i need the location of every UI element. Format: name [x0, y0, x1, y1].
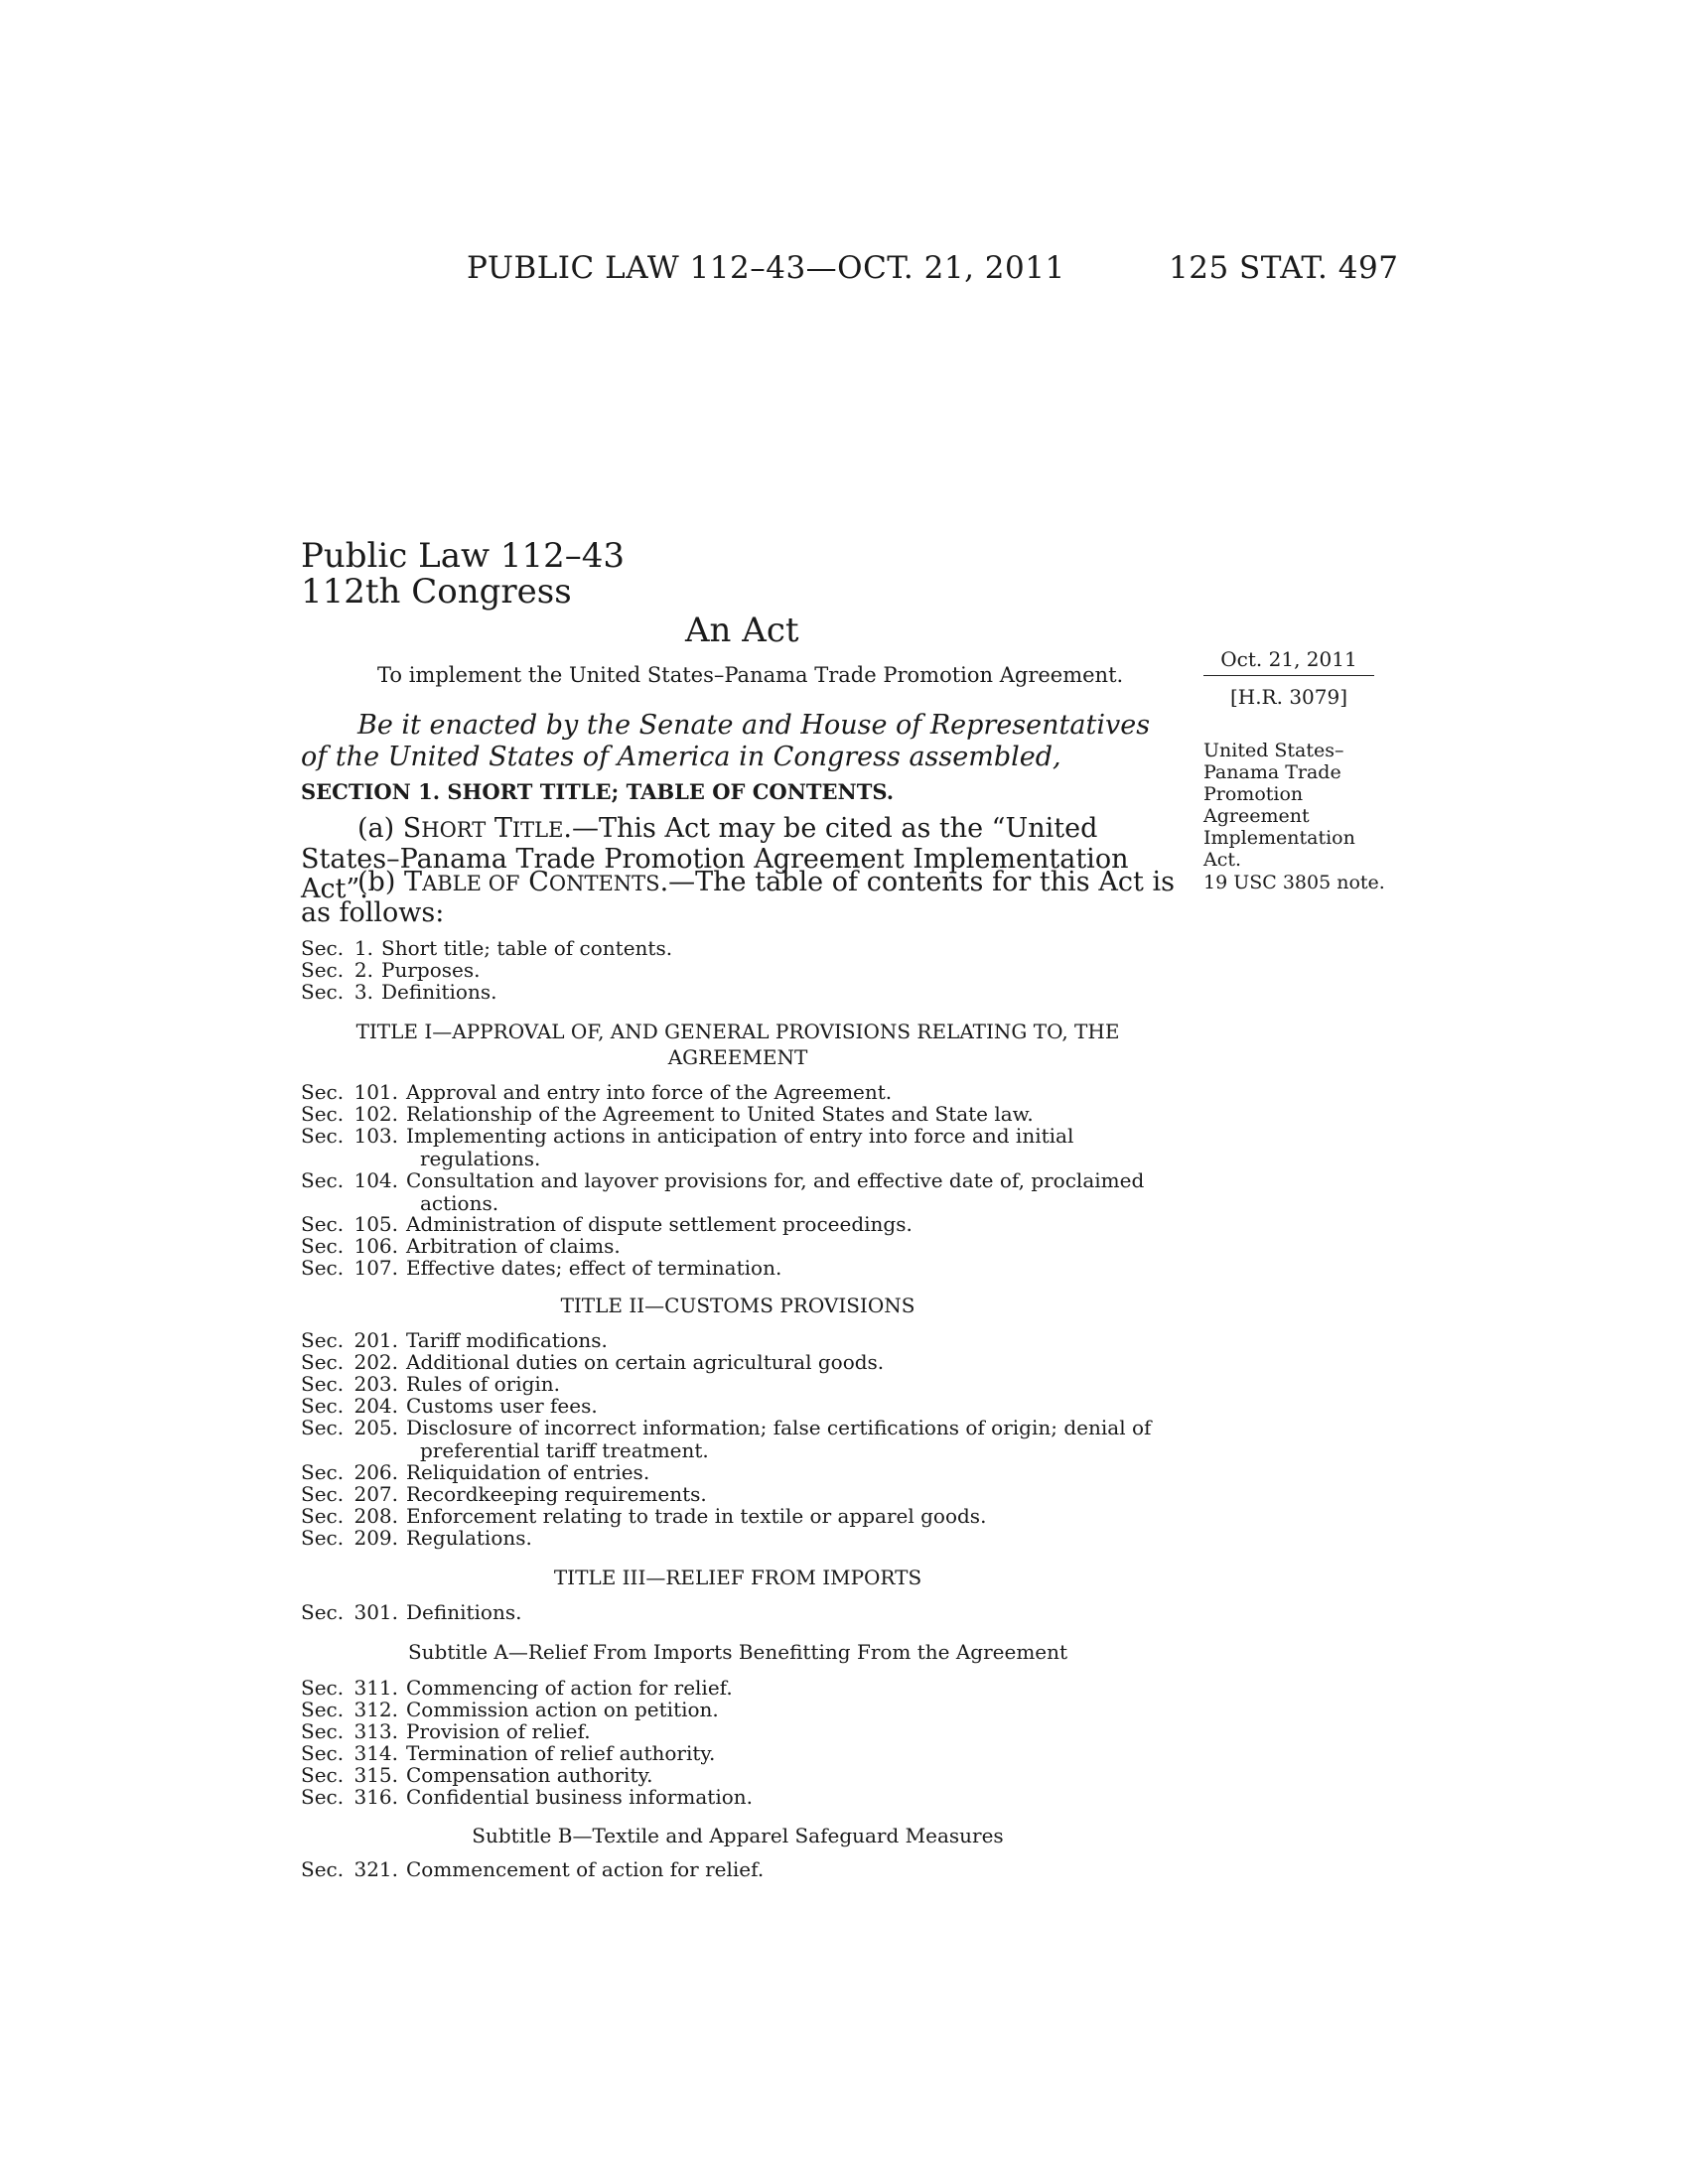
title-1-heading: TITLE I—APPROVAL OF, AND GENERAL PROVISIONS RELATING TO, THE AGREEMENT: [355, 1020, 1120, 1069]
toc-entry: Sec. 2. Purposes.: [301, 958, 481, 982]
subtitle-b-heading: Subtitle B—Textile and Apparel Safeguard Measures: [472, 1824, 1004, 1847]
toc-entry: Sec. 105. Administration of dispute settlement proceedings.: [301, 1212, 913, 1236]
toc-entry: Sec. 104. Consultation and layover provisions for, and effective date of, proclaimed actions.: [301, 1168, 1145, 1215]
toc-entry: Sec. 205. Disclosure of incorrect information; false certifications of origin; denial of preferential tariff treatment.: [301, 1416, 1152, 1462]
law-number: Public Law 112–43: [301, 536, 626, 576]
toc-entry: Sec. 3. Definitions.: [301, 980, 497, 1004]
congress: 112th Congress: [301, 572, 572, 612]
toc-entry: Sec. 208. Enforcement relating to trade in textile or apparel goods.: [301, 1504, 987, 1528]
toc-entry: Sec. 314. Termination of relief authority.: [301, 1741, 716, 1765]
running-head: PUBLIC LAW 112–43—OCT. 21, 2011: [467, 250, 1065, 286]
margin-date: Oct. 21, 2011: [1203, 647, 1374, 676]
toc-entry: Sec. 207. Recordkeeping requirements.: [301, 1482, 707, 1506]
toc-entry: Sec. 313. Provision of relief.: [301, 1719, 591, 1743]
margin-short-title-note: United States– Panama Trade Promotion Agreement Implementation Act.: [1203, 740, 1355, 871]
toc-entry: Sec. 321. Commencement of action for relief.: [301, 1857, 765, 1881]
table-of-contents-paragraph: (b) TABLE OF CONTENTS.—The table of contents for this Act is as follows:: [301, 867, 1175, 928]
toc-entry: Sec. 1. Short title; table of contents.: [301, 936, 673, 960]
toc-entry: Sec. 102. Relationship of the Agreement to United States and State law.: [301, 1102, 1034, 1126]
toc-entry: Sec. 316. Confidential business information.: [301, 1785, 754, 1809]
short-title-paragraph: (a) SHORT TITLE.—This Act may be cited as the “United States–Panama Trade Promotion Agreement Implementation Act”.: [301, 813, 1129, 904]
title-2-heading: TITLE II—CUSTOMS PROVISIONS: [560, 1294, 915, 1317]
margin-bill-number: [H.R. 3079]: [1229, 685, 1348, 709]
toc-entry: Sec. 203. Rules of origin.: [301, 1372, 561, 1396]
toc-entry: Sec. 209. Regulations.: [301, 1526, 532, 1550]
act-purpose: To implement the United States–Panama Trade Promotion Agreement.: [377, 663, 1124, 687]
toc-entry: Sec. 311. Commencing of action for relief.: [301, 1676, 733, 1700]
act-title: An Act: [685, 611, 799, 650]
enacting-clause: Be it enacted by the Senate and House of Representatives of the United States of America in Congress assembled,: [301, 710, 1151, 772]
toc-entry: Sec. 201. Tariff modifications.: [301, 1328, 608, 1352]
toc-entry: Sec. 315. Compensation authority.: [301, 1763, 653, 1787]
statute-page-reference: 125 STAT. 497: [1169, 250, 1399, 286]
subtitle-a-heading: Subtitle A—Relief From Imports Benefitting From the Agreement: [407, 1640, 1068, 1664]
toc-entry: Sec. 103. Implementing actions in anticipation of entry into force and initial regulations.: [301, 1124, 1074, 1170]
toc-entry: Sec. 206. Reliquidation of entries.: [301, 1460, 650, 1484]
margin-usc-note: 19 USC 3805 note.: [1203, 872, 1385, 893]
toc-entry: Sec. 301. Definitions.: [301, 1600, 522, 1624]
toc-entry: Sec. 202. Additional duties on certain agricultural goods.: [301, 1350, 885, 1374]
toc-entry: Sec. 204. Customs user fees.: [301, 1394, 598, 1418]
title-3-heading: TITLE III—RELIEF FROM IMPORTS: [553, 1566, 922, 1589]
toc-entry: Sec. 101. Approval and entry into force of the Agreement.: [301, 1080, 893, 1104]
toc-entry: Sec. 106. Arbitration of claims.: [301, 1234, 621, 1258]
section-heading: SECTION 1. SHORT TITLE; TABLE OF CONTENTS.: [301, 779, 895, 804]
toc-entry: Sec. 107. Effective dates; effect of termination.: [301, 1256, 782, 1280]
toc-entry: Sec. 312. Commission action on petition.: [301, 1698, 719, 1721]
